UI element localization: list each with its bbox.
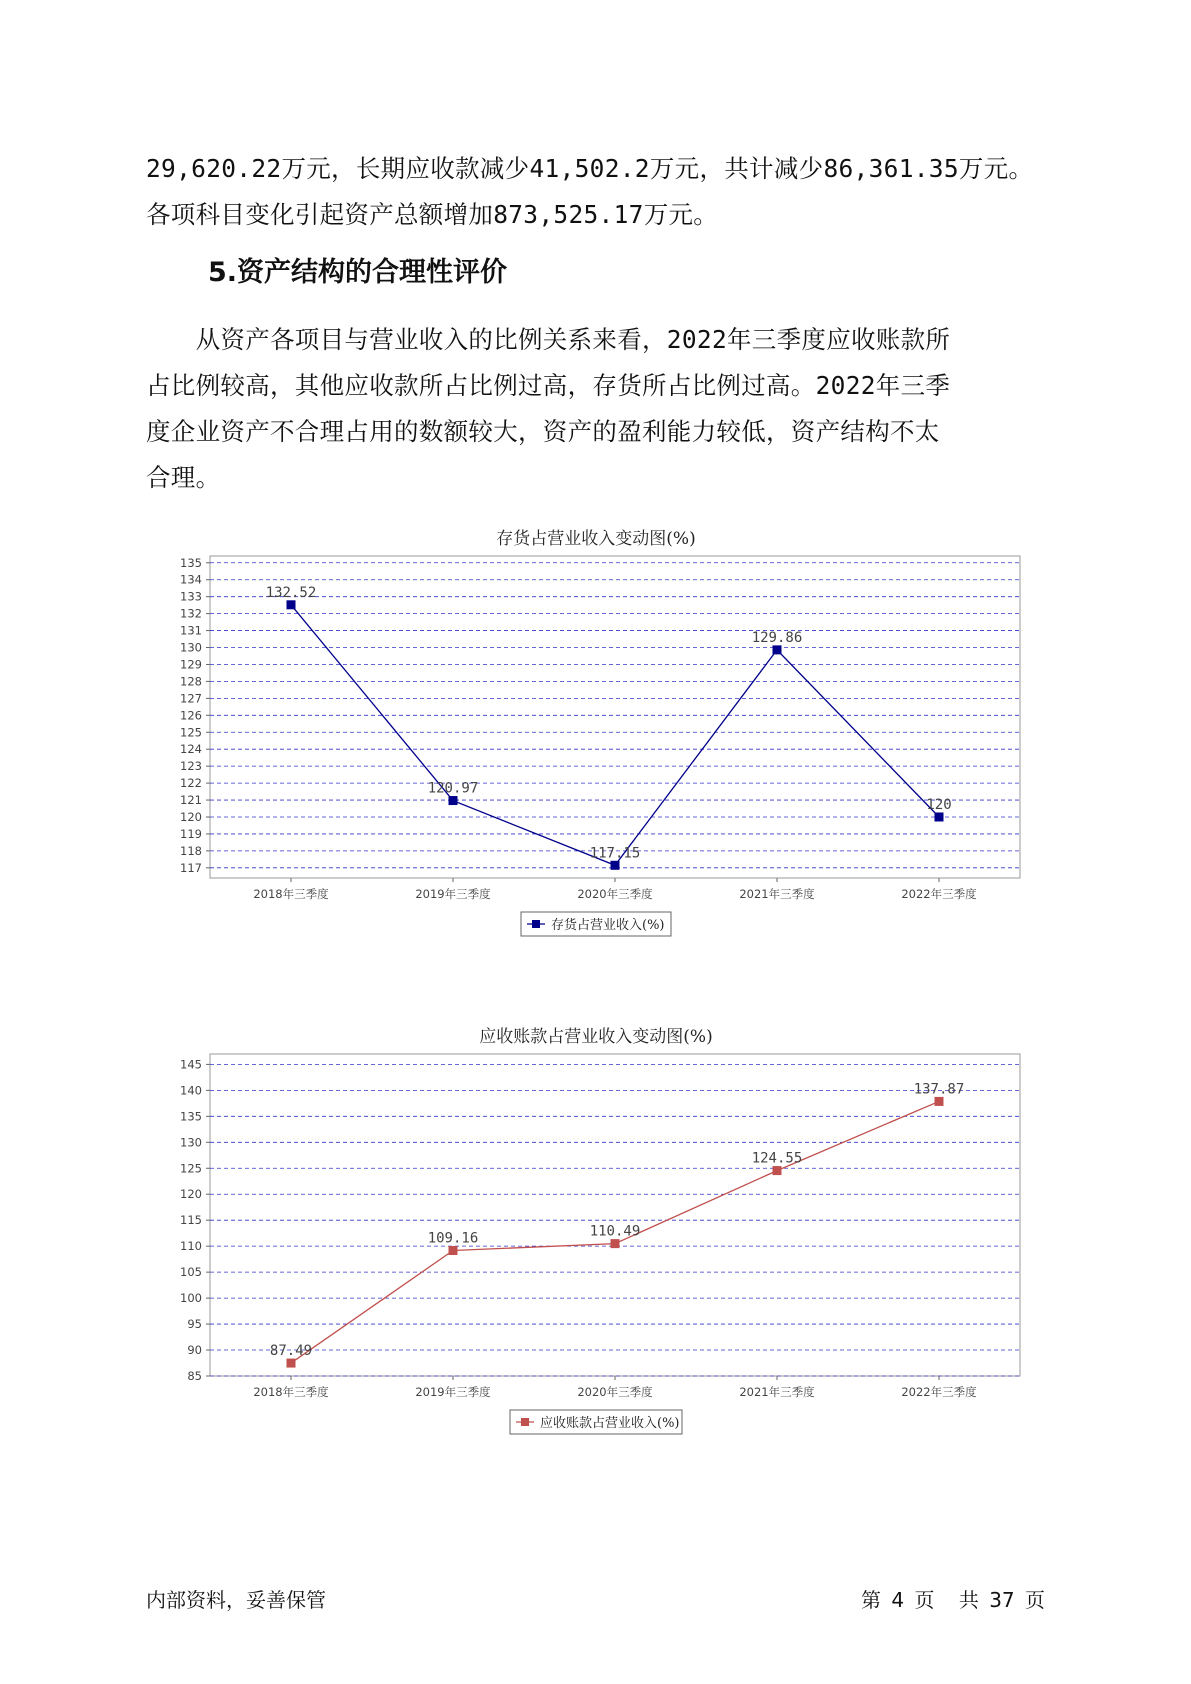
y-tick-label: 120	[180, 809, 202, 824]
y-tick-label: 115	[180, 1213, 202, 1228]
x-tick-label: 2019年三季度	[415, 1385, 491, 1399]
inventory-ratio-chart	[146, 526, 1046, 976]
footer-page-number	[857, 1584, 1045, 1613]
x-tick-label: 2020年三季度	[577, 1385, 653, 1399]
y-tick-label: 105	[180, 1265, 202, 1280]
y-tick-label: 122	[180, 776, 202, 791]
y-tick-label: 123	[180, 759, 202, 774]
data-point	[773, 1166, 782, 1175]
x-tick-label: 2020年三季度	[577, 887, 653, 901]
y-tick-label: 134	[180, 572, 202, 587]
y-tick-label: 117	[180, 860, 202, 875]
data-label: 117.15	[589, 845, 641, 862]
legend-label: 应收账款占营业收入(%)	[540, 1416, 680, 1431]
total-unit: 页	[1025, 1588, 1045, 1612]
data-label: 109.16	[427, 1230, 479, 1247]
data-label: 110.49	[589, 1223, 641, 1240]
data-label: 87.49	[269, 1343, 313, 1360]
paragraph-line: 占比例较高，其他应收款所占比例过高，存货所占比例过高。2022年三季	[146, 371, 951, 400]
section-heading: 5.资产结构的合理性评价	[208, 257, 508, 288]
y-tick-label: 90	[187, 1343, 202, 1358]
receivables-ratio-chart	[146, 1024, 1046, 1474]
chart-title: 应收账款占营业收入变动图(%)	[479, 1027, 713, 1047]
data-point	[773, 645, 782, 654]
data-point	[935, 1097, 944, 1106]
data-point	[611, 1239, 620, 1248]
total-label: 共	[958, 1588, 979, 1612]
y-tick-label: 121	[180, 793, 202, 808]
y-tick-label: 130	[180, 1135, 202, 1150]
x-tick-label: 2018年三季度	[253, 1385, 329, 1399]
data-label: 120.97	[427, 780, 479, 797]
paragraph-line: 合理。	[146, 463, 221, 492]
y-tick-label: 130	[180, 640, 202, 655]
paragraph-line: 29,620.22万元，长期应收款减少41,502.2万元，共计减少86,361.35万元。	[146, 154, 1034, 183]
data-point	[287, 1359, 296, 1368]
paragraph-line: 从资产各项目与营业收入的比例关系来看，2022年三季度应收账款所	[146, 325, 951, 354]
y-tick-label: 110	[180, 1239, 202, 1254]
x-tick-label: 2021年三季度	[739, 1385, 815, 1399]
y-tick-label: 100	[180, 1291, 202, 1306]
legend-label: 存货占营业收入(%)	[551, 918, 665, 933]
y-tick-label: 145	[180, 1057, 202, 1072]
page-unit: 页	[914, 1588, 935, 1612]
chart-title: 存货占营业收入变动图(%)	[496, 529, 696, 549]
paragraph-line: 各项科目变化引起资产总额增加873,525.17万元。	[146, 200, 719, 229]
y-tick-label: 95	[187, 1317, 202, 1332]
page-label: 第	[861, 1588, 882, 1612]
y-tick-label: 135	[180, 1109, 202, 1124]
page-num: 4	[891, 1588, 905, 1612]
plot-area	[210, 1054, 1020, 1376]
data-label: 137.87	[913, 1081, 965, 1098]
data-point	[287, 600, 296, 609]
y-tick-label: 133	[180, 589, 202, 604]
y-tick-label: 132	[180, 606, 202, 621]
y-tick-label: 118	[180, 843, 202, 858]
y-tick-label: 85	[187, 1369, 202, 1383]
y-tick-label: 125	[180, 1161, 202, 1176]
y-tick-label: 119	[180, 826, 202, 841]
x-tick-label: 2019年三季度	[415, 887, 491, 901]
x-tick-label: 2021年三季度	[739, 887, 815, 901]
y-tick-label: 129	[180, 657, 202, 672]
y-tick-label: 125	[180, 725, 202, 740]
total-num: 37	[989, 1588, 1015, 1612]
x-tick-label: 2022年三季度	[901, 887, 977, 901]
data-point	[935, 812, 944, 821]
y-tick-label: 126	[180, 708, 202, 723]
data-label: 120	[926, 796, 952, 813]
x-tick-label: 2022年三季度	[901, 1385, 977, 1399]
y-tick-label: 140	[180, 1083, 202, 1098]
y-tick-label: 135	[180, 555, 202, 570]
data-point	[611, 861, 620, 870]
data-label: 132.52	[265, 584, 317, 601]
paragraph-line: 度企业资产不合理占用的数额较大，资产的盈利能力较低，资产结构不太	[146, 417, 940, 446]
y-tick-label: 120	[180, 1187, 202, 1202]
data-label: 129.86	[751, 629, 803, 646]
data-point	[449, 796, 458, 805]
footer-confidential-note: 内部资料，妥善保管	[146, 1588, 326, 1612]
x-tick-label: 2018年三季度	[253, 887, 329, 901]
y-tick-label: 131	[180, 623, 202, 638]
legend-marker	[521, 1418, 529, 1426]
data-point	[449, 1246, 458, 1255]
y-tick-label: 124	[180, 742, 202, 757]
legend-marker	[532, 920, 540, 928]
plot-area	[210, 556, 1020, 878]
y-tick-label: 128	[180, 674, 202, 689]
y-tick-label: 127	[180, 691, 202, 706]
data-label: 124.55	[751, 1150, 803, 1167]
